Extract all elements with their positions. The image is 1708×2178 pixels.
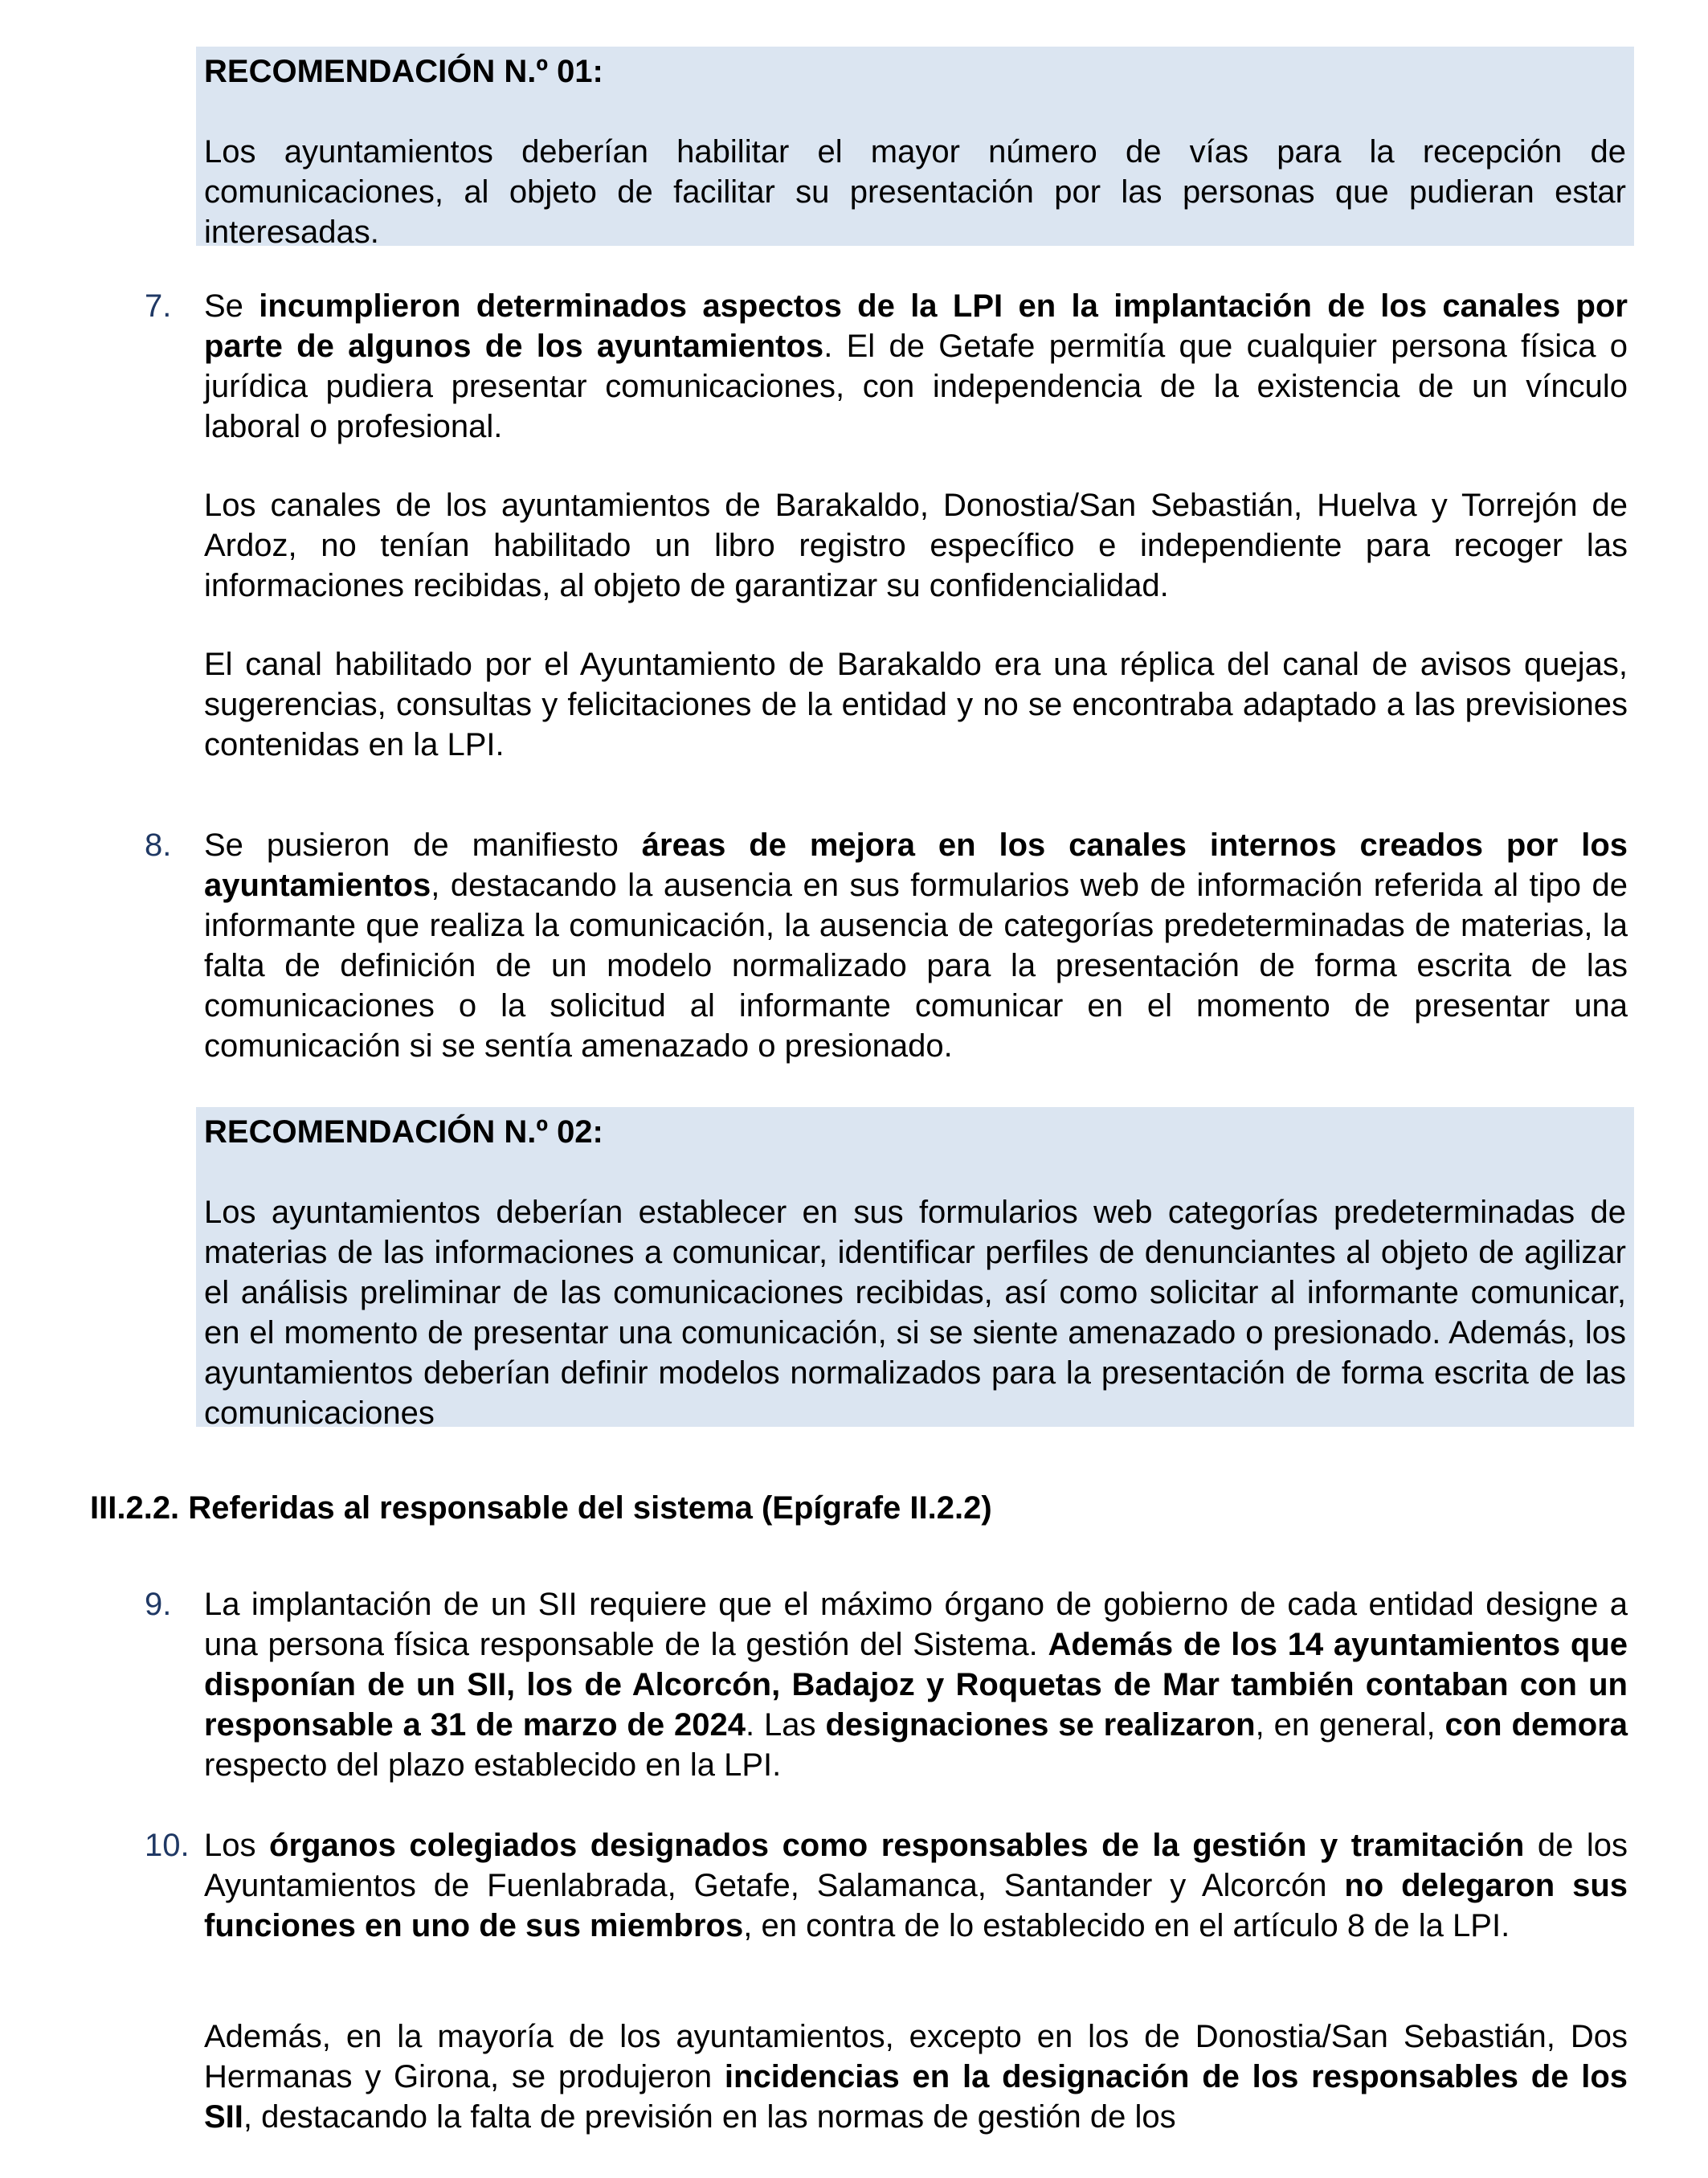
recommendation-02-title: RECOMENDACIÓN N.º 02: [204,1114,603,1150]
item-7-paragraph-1: Se incumplieron determinados aspectos de la LPI en la implantación de los canales por parte de algunos de los ayuntamientos. El de Getafe permitía que cualquier persona física o jurídica pudiera presentar comunicaciones, con independencia de la existencia de un vínculo laboral o profesional. [204,288,1628,444]
item-10-paragraph-2: Además, en la mayoría de los ayuntamientos, excepto en los de Donostia/San Sebastián, Dos Hermanas y Girona, se produjeron incidencias en la designación de los responsables de los SII, destacando la falta de previsión en las normas de gestión de los [204,2019,1628,2135]
item-9-number: 9. [145,1587,172,1622]
item-7-number: 7. [145,288,172,324]
recommendation-01-box [196,47,1634,250]
item-7-paragraph-2: Los canales de los ayuntamientos de Barakaldo, Donostia/San Sebastián, Huelva y Torrejón de Ardoz, no tenían habilitado un libro registro específico e independiente para recoger las informaciones recibidas, al objeto de garantizar su confidencialidad. [204,488,1628,603]
recommendation-01-text: Los ayuntamientos deberían habilitar el mayor número de vías para la recepción de comunicaciones, al objeto de facilitar su presentación por las personas que pudieran estar interesadas. [204,134,1626,250]
item-9-paragraph: La implantación de un SII requiere que el máximo órgano de gobierno de cada entidad designe a una persona física responsable de la gestión del Sistema. Además de los 14 ayuntamientos que disponían de un SII, los de Alcorcón, Badajoz y Roquetas de Mar también contaban con un responsable a 31 de marzo de 2024. Las designaciones se realizaron, en general, con demora respecto del plazo establecido en la LPI. [204,1587,1628,1783]
recommendation-02-text: Los ayuntamientos deberían establecer en sus formularios web categorías predeterminadas de materias de las informaciones a comunicar, identificar perfiles de denunciantes al objeto de agilizar el análisis preliminar de las comunicaciones recibidas, así como solicitar al informante comunicar, en el momento de presentar una comunicación, si se siente amenazado o presionado. Además, los ayuntamientos deberían definir modelos normalizados para la presentación de forma escrita de las comunicaciones [204,1195,1626,1431]
item-10-paragraph-1: Los órganos colegiados designados como responsables de la gestión y tramitación de los Ayuntamientos de Fuenlabrada, Getafe, Salamanca, Santander y Alcorcón no delegaron sus funciones en uno de sus miembros, en contra de lo establecido en el artículo 8 de la LPI. [204,1828,1628,1943]
item-7-paragraph-3: El canal habilitado por el Ayuntamiento de Barakaldo era una réplica del canal de avisos quejas, sugerencias, consultas y felicitaciones de la entidad y no se encontraba adaptado a las previsiones contenidas en la LPI. [204,647,1628,762]
item-8-paragraph: Se pusieron de manifiesto áreas de mejora en los canales internos creados por los ayuntamientos, destacando la ausencia en sus formularios web de información referida al tipo de informante que realiza la comunicación, la ausencia de categorías predeterminadas de materias, la falta de definición de un modelo normalizado para la presentación de forma escrita de las comunicaciones o la solicitud al informante comunicar en el momento de presentar una comunicación si se sentía amenazado o presionado. [204,827,1628,1064]
recommendation-01-title: RECOMENDACIÓN N.º 01: [204,54,603,89]
item-8-number: 8. [145,827,172,863]
recommendation-02-box [196,1107,1634,1431]
item-10-number: 10. [145,1828,190,1863]
section-heading: III.2.2. Referidas al responsable del sistema (Epígrafe II.2.2) [90,1490,992,1526]
